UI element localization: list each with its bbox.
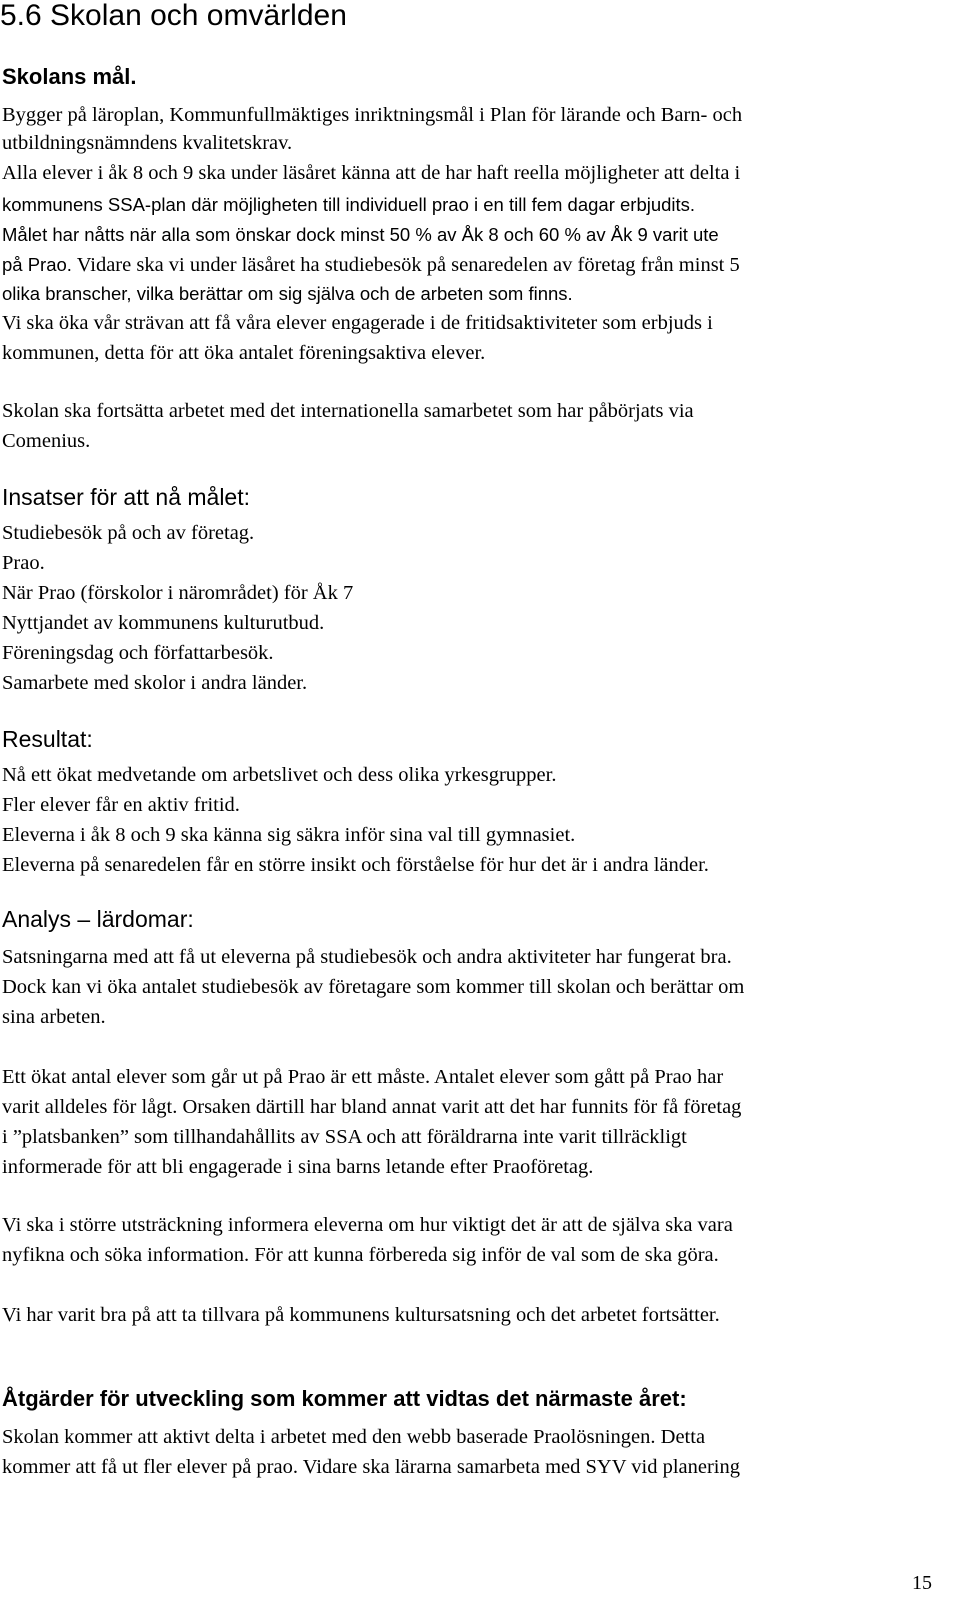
text-line: Dock kan vi öka antalet studiebesök av företagare som kommer till skolan och berättar om <box>2 976 745 998</box>
section-title: 5.6 Skolan och omvärlden <box>0 0 347 32</box>
results-list <box>2 760 942 880</box>
text-line: Vi har varit bra på att ta tillvara på kommunens kultursatsning och det arbetet fortsätter. <box>2 1304 720 1326</box>
goals-ssa <box>2 190 942 250</box>
list-item: Samarbete med skolor i andra länder. <box>2 672 308 694</box>
text-line: utbildningsnämndens kvalitetskrav. <box>2 132 293 154</box>
text-line: sina arbeten. <box>2 1006 106 1028</box>
goals-prao <box>2 250 942 280</box>
text-fragment: på Prao. <box>2 254 72 275</box>
text-fragment: Vidare ska vi under läsåret ha studiebesök på senaredelen av företag från minst 5 <box>71 254 740 276</box>
analysis-paragraph-3 <box>2 1210 942 1270</box>
goals-heading: Skolans mål. <box>2 64 137 89</box>
text-line: kommunens SSA-plan där möjligheten till individuell prao i en till fem dagar erbjudits. <box>2 194 696 215</box>
text-line: informerade för att bli engagerade i sina barns letande efter Praoföretag. <box>2 1156 594 1178</box>
list-item: Eleverna på senaredelen får en större insikt och förståelse för hur det är i andra länder. <box>2 854 709 876</box>
text-line: Ett ökat antal elever som går ut på Prao är ett måste. Antalet elever som gått på Prao har <box>2 1066 724 1088</box>
list-item: Föreningsdag och författarbesök. <box>2 642 274 664</box>
list-item: Studiebesök på och av företag. <box>2 522 255 544</box>
goals-more <box>2 308 942 368</box>
analysis-paragraph-1 <box>2 942 942 1032</box>
list-item: Fler elever får en aktiv fritid. <box>2 794 240 816</box>
list-item: Prao. <box>2 552 45 574</box>
goals-comenius <box>2 396 942 456</box>
analysis-heading: Analys – lärdomar: <box>2 906 194 932</box>
text-line: Bygger på läroplan, Kommunfullmäktiges inriktningsmål i Plan för lärande och Barn- och <box>2 104 743 126</box>
goals-intro <box>2 100 942 188</box>
text-line: Skolan kommer att aktivt delta i arbetet med den webb baserade Praolösningen. Detta <box>2 1426 706 1448</box>
actions-heading: Åtgärder för utveckling som kommer att vidtas det närmaste året: <box>2 1386 687 1411</box>
text-line: Målet har nåtts när alla som önskar dock minst 50 % av Åk 8 och 60 % av Åk 9 varit ute <box>2 224 719 245</box>
list-item: Nå ett ökat medvetande om arbetslivet och dess olika yrkesgrupper. <box>2 764 557 786</box>
text-line: kommer att få ut fler elever på prao. Vidare ska lärarna samarbeta med SYV vid planering <box>2 1456 740 1478</box>
text-line: olika branscher, vilka berättar om sig själva och de arbeten som finns. <box>2 283 573 304</box>
analysis-paragraph-4 <box>2 1300 942 1330</box>
results-heading: Resultat: <box>2 726 93 752</box>
actions-paragraph <box>2 1422 942 1482</box>
efforts-list <box>2 518 942 698</box>
efforts-heading: Insatser för att nå målet: <box>2 484 251 510</box>
text-line: varit alldeles för lågt. Orsaken därtill har bland annat varit att det har funnits för få företag <box>2 1096 742 1118</box>
list-item: När Prao (förskolor i närområdet) för Åk 7 <box>2 582 354 604</box>
list-item: Nyttjandet av kommunens kulturutbud. <box>2 612 325 634</box>
text-line: Satsningarna med att få ut eleverna på studiebesök och andra aktiviteter har fungerat bra. <box>2 946 732 968</box>
text-line: kommunen, detta för att öka antalet föreningsaktiva elever. <box>2 342 486 364</box>
text-line: Alla elever i åk 8 och 9 ska under läsåret känna att de har haft reella möjligheter att delta i <box>2 162 741 184</box>
page-number: 15 <box>912 1572 932 1594</box>
analysis-paragraph-2 <box>2 1062 942 1182</box>
text-line: i ”platsbanken” som tillhandahållits av SSA och att föräldrarna inte varit tillräckligt <box>2 1126 687 1148</box>
list-item: Eleverna i åk 8 och 9 ska känna sig säkra inför sina val till gymnasiet. <box>2 824 576 846</box>
goals-branches <box>2 279 942 309</box>
text-line: nyfikna och söka information. För att kunna förbereda sig inför de val som de ska göra. <box>2 1244 719 1266</box>
text-line: Vi ska öka vår strävan att få våra elever engagerade i de fritidsaktiviteter som erbjuds i <box>2 312 713 334</box>
text-line: Skolan ska fortsätta arbetet med det internationella samarbetet som har påbörjats via <box>2 400 694 422</box>
text-line: Vi ska i större utsträckning informera eleverna om hur viktigt det är att de själva ska vara <box>2 1214 733 1236</box>
text-line: Comenius. <box>2 430 91 452</box>
